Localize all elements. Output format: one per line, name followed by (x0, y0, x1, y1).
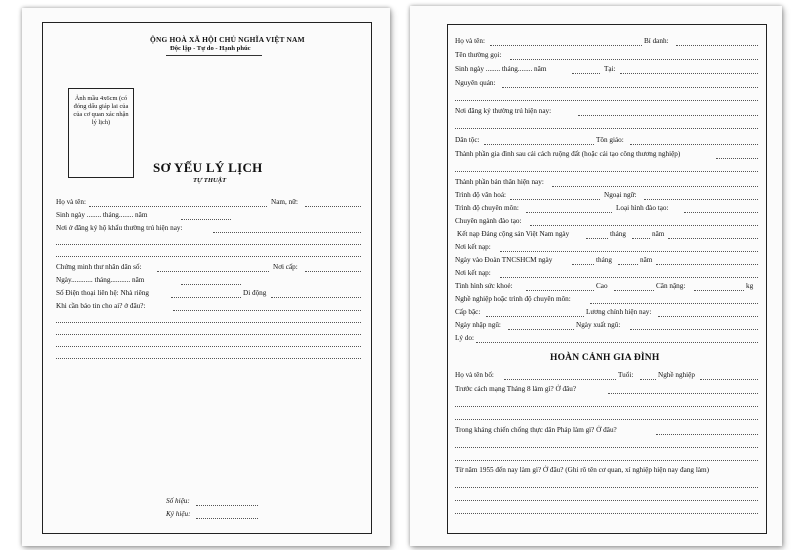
field-line[interactable] (455, 447, 758, 448)
field-line[interactable] (572, 264, 594, 265)
right-page-frame (447, 24, 767, 534)
right-page (410, 6, 782, 546)
field-line[interactable] (455, 487, 758, 488)
field-line[interactable] (644, 199, 758, 200)
field-line[interactable] (620, 73, 758, 74)
r-label-van-hoa: Trình độ văn hoá: (455, 191, 507, 199)
field-line[interactable] (656, 434, 758, 435)
r-label-thanh-phan-bt: Thành phần bản thân hiện nay: (455, 178, 544, 186)
field-line[interactable] (56, 346, 361, 347)
field-line[interactable] (56, 256, 361, 257)
r-label-ho-ten: Họ và tên: (455, 37, 485, 45)
field-line[interactable] (56, 358, 361, 359)
r-label-ho-ten-bo: Họ và tên bố: (455, 371, 494, 379)
ky-hieu-line[interactable] (196, 518, 258, 519)
field-line[interactable] (526, 290, 594, 291)
field-line[interactable] (608, 393, 758, 394)
r-label-ngoai-ngu: Ngoại ngữ: (604, 191, 637, 199)
field-line[interactable] (89, 206, 267, 207)
r-label-thang: tháng (610, 230, 626, 238)
field-line[interactable] (455, 100, 758, 101)
field-label-di-dong: Di động (243, 289, 267, 297)
r-label-thuong-tru: Nơi đăng ký thường trú hiện nay: (455, 107, 552, 115)
field-line[interactable] (504, 379, 616, 380)
field-line[interactable] (530, 225, 758, 226)
field-line[interactable] (586, 238, 608, 239)
field-line[interactable] (700, 379, 758, 380)
r-label-truoc-cm: Trước cách mạng Tháng 8 làm gì? Ở đâu? (455, 385, 577, 393)
r-label-can-nang: Cân nặng: (656, 282, 686, 290)
field-line[interactable] (455, 500, 758, 501)
field-line[interactable] (500, 277, 758, 278)
field-line[interactable] (578, 115, 758, 116)
r-label-tuoi: Tuổi: (618, 371, 634, 379)
r-label-cap-bac: Cấp bậc: (455, 308, 481, 316)
r-label-dan-toc: Dân tộc: (455, 136, 480, 144)
r-label-ten-goi: Tên thường gọi: (455, 51, 502, 59)
r-label-cao: Cao (596, 282, 608, 290)
field-line[interactable] (455, 513, 758, 514)
field-line[interactable] (618, 264, 638, 265)
r-label-thanh-phan-gd: Thành phần gia đình sau cải cách ruộng đất (hoặc cải tạo công thương nghiệp) (455, 150, 681, 158)
field-line[interactable] (181, 219, 231, 220)
field-line[interactable] (614, 290, 654, 291)
field-line[interactable] (630, 144, 758, 145)
motto-underline (166, 55, 262, 56)
field-line[interactable] (640, 379, 656, 380)
field-label-dien-thoai: Số Điện thoại liên hệ: Nhà riêng (56, 289, 150, 297)
national-header: ỘNG HOÀ XÃ HỘI CHỦ NGHĨA VIỆT NAM (150, 35, 305, 44)
field-line[interactable] (508, 329, 574, 330)
field-line[interactable] (510, 199, 600, 200)
so-hieu-label: Số hiệu: (166, 497, 190, 505)
r-label-nam: năm (652, 230, 665, 238)
field-line[interactable] (181, 284, 241, 285)
r-label-luong: Lương chính hiện nay: (586, 308, 652, 316)
field-line[interactable] (684, 212, 758, 213)
field-line[interactable] (455, 171, 758, 172)
r-label-nghe-nghiep-bo: Nghề nghiệp (658, 371, 695, 379)
field-line[interactable] (455, 460, 758, 461)
r-label-thang-2: tháng (596, 256, 612, 264)
field-label-cmnd: Chứng minh thư nhân dân số: (56, 263, 142, 271)
field-line[interactable] (157, 271, 269, 272)
field-line[interactable] (526, 212, 612, 213)
r-label-noi-ket-nap: Nơi kết nạp: (455, 243, 491, 251)
r-label-kg: kg (746, 282, 754, 290)
r-label-xuat-ngu: Ngày xuất ngũ: (576, 321, 621, 329)
field-label-ho-khau: Nơi ở đăng ký hộ khẩu thường trú hiện nay: (56, 224, 183, 232)
r-label-nhap-ngu: Ngày nhập ngũ: (455, 321, 501, 329)
r-label-sinh-ngay: Sinh ngày ........ tháng........ năm (455, 65, 547, 73)
field-line[interactable] (676, 45, 758, 46)
photo-box (68, 88, 134, 178)
field-line[interactable] (716, 158, 758, 159)
field-line[interactable] (694, 290, 744, 291)
r-label-chuyen-nganh: Chuyên ngành đào tạo: (455, 217, 522, 225)
field-line[interactable] (500, 251, 758, 252)
field-label-gioi-tinh: Nam, nữ: (271, 198, 299, 206)
r-label-bi-danh: Bí danh: (644, 37, 669, 45)
r-label-ket-nap-dang: Kết nạp Đảng cộng sản Việt Nam ngày (457, 230, 570, 238)
field-line[interactable] (630, 329, 758, 330)
field-line[interactable] (171, 297, 241, 298)
r-label-nam-2: năm (640, 256, 653, 264)
field-line[interactable] (56, 322, 361, 323)
field-label-noi-cap: Nơi cấp: (273, 263, 298, 271)
photo-note: Ảnh mầu 4x6cm (có đóng dấu giáp lai của của cơ quan xác nhận lý lịch) (73, 95, 129, 126)
section-title: HOÀN CẢNH GIA ĐÌNH (550, 353, 660, 363)
field-line[interactable] (656, 264, 758, 265)
r-label-ton-giao: Tôn giáo: (596, 136, 624, 144)
field-line[interactable] (490, 45, 642, 46)
document-subtitle: TỰ THUẬT (193, 177, 227, 184)
r-label-chuyen-mon: Trình độ chuyên môn: (455, 204, 519, 212)
r-label-nghe-nghiep: Nghề nghiệp hoặc trình độ chuyên môn: (455, 295, 571, 303)
r-label-nguyen-quan: Nguyên quán: (455, 79, 496, 87)
document-title: SƠ YẾU LÝ LỊCH (153, 160, 263, 175)
field-line[interactable] (572, 73, 600, 74)
field-line[interactable] (658, 316, 758, 317)
so-hieu-line[interactable] (196, 505, 258, 506)
left-page-frame (42, 22, 372, 534)
r-label-khang-chien: Trong kháng chiến chống thực dân Pháp làm gì? Ở đâu? (455, 426, 617, 434)
motto: Độc lập - Tự do - Hạnh phúc (170, 45, 251, 52)
field-line[interactable] (455, 406, 758, 407)
field-label-ho-ten: Họ và tên: (56, 198, 86, 206)
field-label-sinh-ngay: Sinh ngày ........ tháng........ năm (56, 211, 148, 219)
field-line[interactable] (305, 206, 361, 207)
r-label-loai-hinh: Loại hình đào tạo: (616, 204, 669, 212)
field-label-ngay-cap: Ngày............ tháng........... năm (56, 276, 145, 284)
r-label-tai: Tại: (604, 65, 616, 73)
left-page (22, 8, 390, 546)
field-line[interactable] (486, 316, 584, 317)
field-line[interactable] (510, 59, 758, 60)
field-line[interactable] (173, 310, 361, 311)
field-line[interactable] (552, 186, 758, 187)
field-line[interactable] (455, 128, 758, 129)
field-line[interactable] (590, 303, 758, 304)
ky-hieu-label: Ký hiệu: (166, 510, 191, 518)
field-line[interactable] (56, 334, 361, 335)
field-label-bao-tin: Khi cần báo tin cho ai? ở đâu?: (56, 302, 146, 310)
field-line[interactable] (668, 238, 758, 239)
r-label-ly-do: Lý do: (455, 334, 474, 342)
r-label-noi-ket-nap-2: Nơi kết nạp: (455, 269, 491, 277)
field-line[interactable] (476, 342, 758, 343)
field-line[interactable] (271, 297, 361, 298)
r-label-tu-1955: Từ năm 1955 đến nay làm gì? Ở đâu? (Ghi rõ tên cơ quan, xí nghiệp hiện nay đang làm) (455, 466, 709, 474)
r-label-vao-doan: Ngày vào Đoàn TNCSHCM ngày (455, 256, 553, 264)
field-line[interactable] (484, 144, 594, 145)
field-line[interactable] (213, 232, 361, 233)
field-line[interactable] (632, 238, 650, 239)
r-label-suc-khoe: Tình hình sức khoẻ: (455, 282, 513, 290)
field-line[interactable] (502, 87, 758, 88)
field-line[interactable] (455, 419, 758, 420)
field-line[interactable] (56, 244, 361, 245)
field-line[interactable] (305, 271, 361, 272)
